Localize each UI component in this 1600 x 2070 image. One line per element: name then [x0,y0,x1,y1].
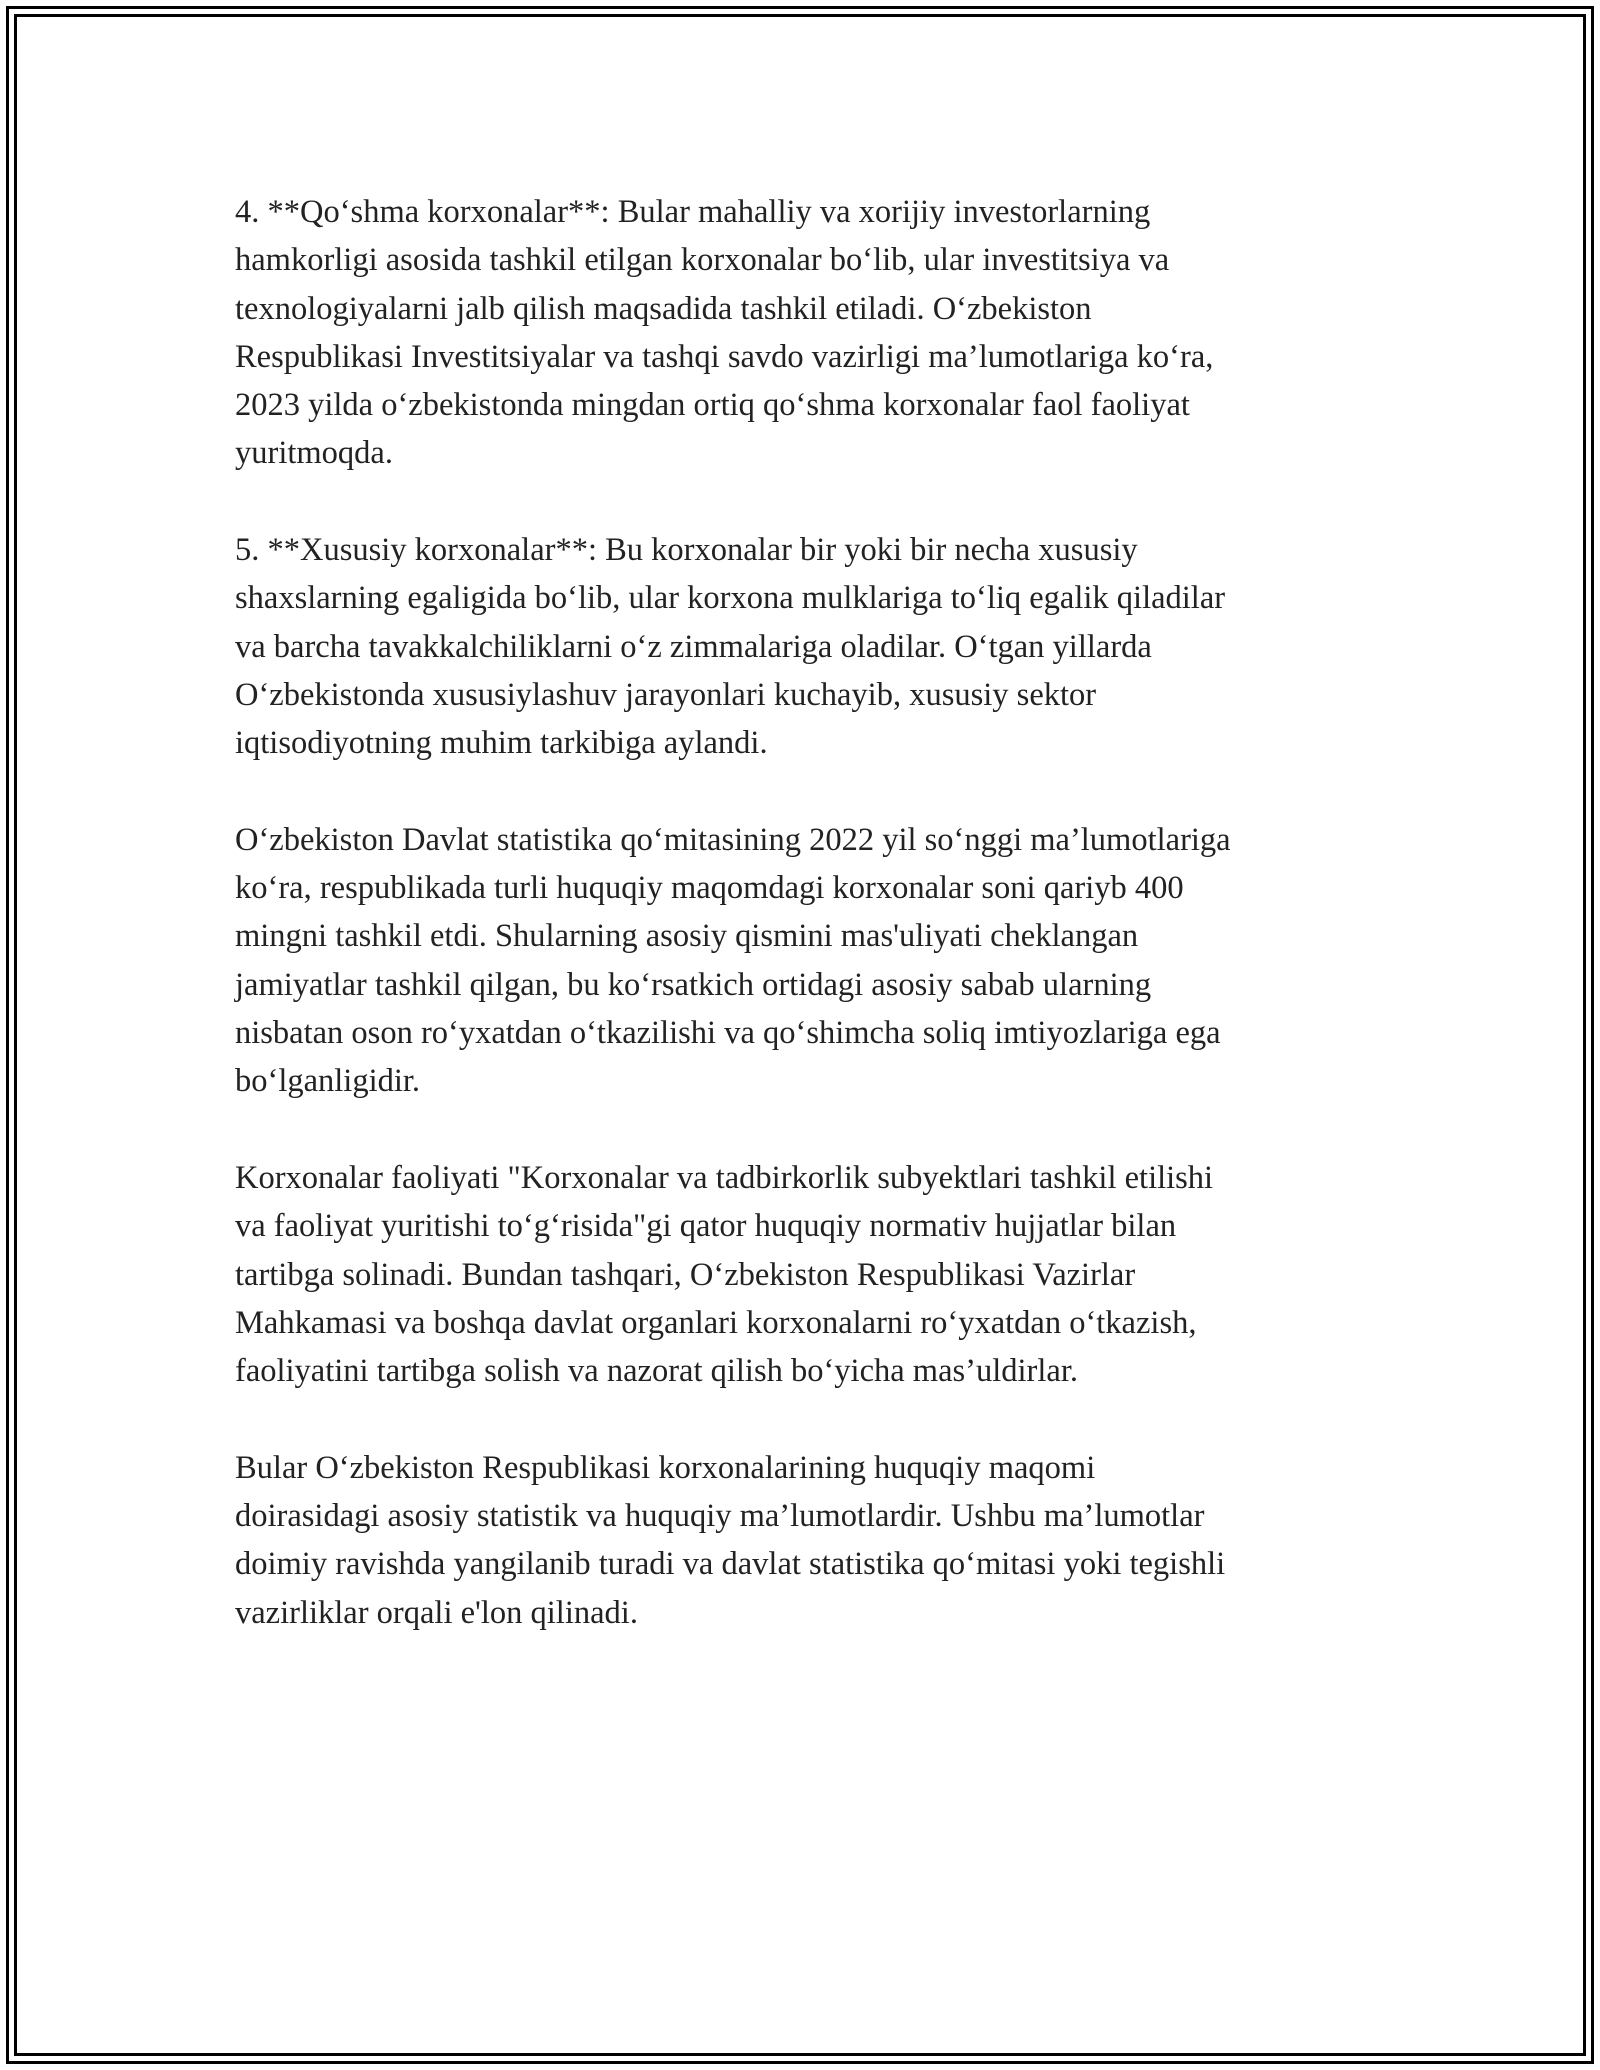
document-body [235,188,1365,1685]
paragraph-private-enterprises: 5. **Xususiy korxonalar**: Bu korxonalar bir yoki bir necha xususiy shaxslarning egaligida bo‘lib, ular korxona mulklariga to‘liq egalik qiladilar va barcha tavakkalchiliklarni o‘z zimmalariga oladilar. O‘tgan yillarda O‘zbekistonda xususiylashuv jarayonlari kuchayib, xususiy sektor iqtisodiyotning muhim tarkibiga aylandi. [235,532,1226,762]
paragraph-conclusion: Bular O‘zbekiston Respublikasi korxonalarining huquqiy maqomi doirasidagi asosiy statistik va huquqiy ma’lumotlardir. Ushbu ma’lumotlar doimiy ravishda yangilanib turadi va davlat statistika qo‘mitasi yoki tegishli vazirliklar orqali e'lon qilinadi. [235,1449,1226,1631]
paragraph-joint-ventures: 4. **Qo‘shma korxonalar**: Bular mahalliy va xorijiy investorlarning hamkorligi asosida tashkil etilgan korxonalar bo‘lib, ular investitsiya va texnologiyalarni jalb qilish maqsadida tashkil etiladi. O‘zbekiston Respublikasi Investitsiyalar va tashqi savdo vazirligi ma’lumotlariga ko‘ra, 2023 yilda o‘zbekistonda mingdan ortiq qo‘shma korxonalar faol faoliyat yuritmoqda. [235,194,1214,472]
paragraph-statistics-2022: O‘zbekiston Davlat statistika qo‘mitasining 2022 yil so‘nggi ma’lumotlariga ko‘ra, respublikada turli huquqiy maqomdagi korxonalar soni qariyb 400 mingni tashkil etdi. Shularning asosiy qismini mas'uliyati cheklangan jamiyatlar tashkil qilgan, bu ko‘rsatkich ortidagi asosiy sabab ularning nisbatan oson ro‘yxatdan o‘tkazilishi va qo‘shimcha soliq imtiyozlariga ega bo‘lganligidir. [235,821,1231,1100]
paragraph-regulation: Korxonalar faoliyati "Korxonalar va tadbirkorlik subyektlari tashkil etilishi va faoliyat yuritishi to‘g‘risida"gi qator huquqiy normativ hujjatlar bilan tartibga solinadi. Bundan tashqari, O‘zbekiston Respublikasi Vazirlar Mahkamasi va boshqa davlat organlari korxonalarni ro‘yxatdan o‘tkazish, faoliyatini tartibga solish va nazorat qilish bo‘yicha mas’uldirlar. [235,1159,1214,1390]
